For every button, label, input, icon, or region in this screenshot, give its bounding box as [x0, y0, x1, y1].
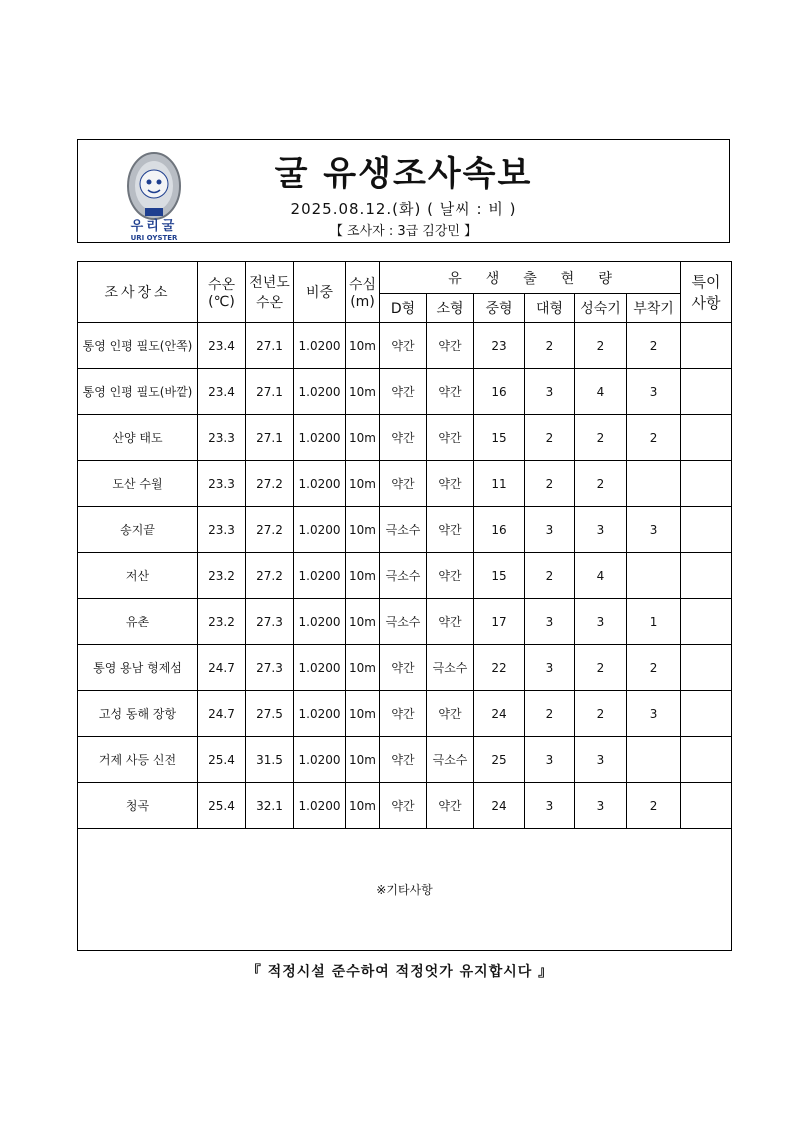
- table-row: [78, 737, 732, 783]
- header-prev-temp-label: 전년도: [249, 275, 290, 291]
- header-larvae-char: 출: [523, 270, 537, 287]
- cell-mature: 2: [575, 323, 627, 369]
- cell-gravity: 1.0200: [294, 507, 346, 553]
- cell-d-type: 극소수: [380, 553, 427, 599]
- cell-medium: 23: [474, 323, 525, 369]
- header-large: 대형: [525, 294, 575, 323]
- header-depth: [346, 262, 380, 323]
- cell-remarks: [681, 691, 732, 737]
- cell-mature: 3: [575, 599, 627, 645]
- cell-mature: 2: [575, 461, 627, 507]
- header-water-temp-unit: (℃): [208, 294, 235, 310]
- cell-water-temp: 25.4: [198, 737, 246, 783]
- cell-location: 거제 사등 신전: [78, 737, 198, 783]
- cell-water-temp: 23.3: [198, 415, 246, 461]
- cell-gravity: 1.0200: [294, 645, 346, 691]
- header-prev-temp-label-2: 수온: [255, 295, 284, 311]
- cell-gravity: 1.0200: [294, 691, 346, 737]
- cell-d-type: 약간: [380, 645, 427, 691]
- cell-medium: 16: [474, 369, 525, 415]
- cell-attach: 2: [627, 323, 681, 369]
- cell-large: 3: [525, 507, 575, 553]
- table-row: [78, 599, 732, 645]
- header-larvae-char: 현: [560, 270, 575, 287]
- cell-large: 2: [525, 691, 575, 737]
- cell-water-temp: 24.7: [198, 691, 246, 737]
- cell-gravity: 1.0200: [294, 323, 346, 369]
- cell-small: 약간: [427, 415, 474, 461]
- cell-depth: 10m: [346, 737, 380, 783]
- cell-remarks: [681, 783, 732, 829]
- other-notes: ※기타사항: [78, 829, 732, 951]
- cell-attach: 3: [627, 507, 681, 553]
- cell-medium: 24: [474, 691, 525, 737]
- report-surveyor: 【 조사자 : 3급 김강민 】: [329, 224, 478, 239]
- cell-depth: 10m: [346, 553, 380, 599]
- cell-mature: 4: [575, 553, 627, 599]
- cell-remarks: [681, 645, 732, 691]
- report-date-weather: 2025.08.12.(화) ( 날씨 : 비 ): [290, 200, 517, 218]
- cell-medium: 22: [474, 645, 525, 691]
- cell-remarks: [681, 599, 732, 645]
- cell-prev-temp: 27.1: [246, 323, 294, 369]
- cell-location: 청곡: [78, 783, 198, 829]
- cell-water-temp: 23.3: [198, 461, 246, 507]
- cell-d-type: 약간: [380, 691, 427, 737]
- cell-attach: 2: [627, 645, 681, 691]
- cell-large: 2: [525, 461, 575, 507]
- header-remarks-label-2: 사항: [691, 294, 721, 312]
- cell-remarks: [681, 737, 732, 783]
- cell-prev-temp: 27.2: [246, 461, 294, 507]
- cell-small: 극소수: [427, 737, 474, 783]
- cell-prev-temp: 27.1: [246, 415, 294, 461]
- cell-medium: 17: [474, 599, 525, 645]
- table-row: [78, 783, 732, 829]
- cell-water-temp: 23.2: [198, 553, 246, 599]
- header-mature: 성숙기: [575, 294, 627, 323]
- cell-attach: [627, 461, 681, 507]
- cell-d-type: 약간: [380, 323, 427, 369]
- cell-large: 3: [525, 599, 575, 645]
- cell-location: 고성 동해 장항: [78, 691, 198, 737]
- table-row: [78, 323, 732, 369]
- table-row: [78, 415, 732, 461]
- cell-water-temp: 25.4: [198, 783, 246, 829]
- table-row: [78, 691, 732, 737]
- cell-remarks: [681, 507, 732, 553]
- header-small: 소형: [427, 294, 474, 323]
- cell-medium: 15: [474, 415, 525, 461]
- cell-small: 약간: [427, 507, 474, 553]
- cell-depth: 10m: [346, 507, 380, 553]
- table-body: [78, 323, 732, 829]
- cell-remarks: [681, 369, 732, 415]
- cell-prev-temp: 27.3: [246, 599, 294, 645]
- cell-remarks: [681, 553, 732, 599]
- cell-water-temp: 23.4: [198, 369, 246, 415]
- header-d-type: D형: [380, 294, 427, 323]
- cell-gravity: 1.0200: [294, 553, 346, 599]
- cell-gravity: 1.0200: [294, 783, 346, 829]
- header-larvae-amount: [380, 262, 681, 294]
- footer-slogan: 『 적정시설 준수하여 적정엇가 유지합시다 』: [246, 964, 554, 980]
- cell-attach: [627, 737, 681, 783]
- cell-location: 통영 인평 필도(바깥): [78, 369, 198, 415]
- cell-d-type: 약간: [380, 783, 427, 829]
- header-medium: 중형: [474, 294, 525, 323]
- report-header: [77, 139, 730, 243]
- cell-mature: 4: [575, 369, 627, 415]
- cell-d-type: 약간: [380, 369, 427, 415]
- cell-small: 약간: [427, 783, 474, 829]
- cell-attach: [627, 553, 681, 599]
- cell-small: 약간: [427, 461, 474, 507]
- table-row: [78, 369, 732, 415]
- cell-water-temp: 23.2: [198, 599, 246, 645]
- header-location: 조사장소: [78, 262, 198, 323]
- cell-large: 3: [525, 369, 575, 415]
- cell-mature: 2: [575, 415, 627, 461]
- table-row: [78, 645, 732, 691]
- cell-location: 도산 수월: [78, 461, 198, 507]
- table-row: [78, 507, 732, 553]
- cell-medium: 11: [474, 461, 525, 507]
- cell-large: 3: [525, 645, 575, 691]
- cell-small: 극소수: [427, 645, 474, 691]
- cell-large: 3: [525, 783, 575, 829]
- cell-attach: 1: [627, 599, 681, 645]
- cell-location: 통영 용남 형제섬: [78, 645, 198, 691]
- header-larvae-char: 량: [598, 270, 612, 287]
- header-larvae-char: 생: [485, 270, 500, 287]
- cell-depth: 10m: [346, 369, 380, 415]
- cell-small: 약간: [427, 691, 474, 737]
- cell-gravity: 1.0200: [294, 599, 346, 645]
- cell-medium: 15: [474, 553, 525, 599]
- cell-large: 3: [525, 737, 575, 783]
- cell-prev-temp: 27.2: [246, 553, 294, 599]
- cell-large: 2: [525, 553, 575, 599]
- cell-medium: 25: [474, 737, 525, 783]
- cell-remarks: [681, 415, 732, 461]
- header-gravity: 비중: [294, 262, 346, 323]
- cell-gravity: 1.0200: [294, 737, 346, 783]
- header-remarks: [681, 262, 732, 323]
- header-water-temp-label: 수온: [207, 277, 236, 293]
- cell-depth: 10m: [346, 645, 380, 691]
- cell-mature: 3: [575, 737, 627, 783]
- cell-medium: 24: [474, 783, 525, 829]
- cell-location: 통영 인평 필도(안쪽): [78, 323, 198, 369]
- cell-remarks: [681, 323, 732, 369]
- cell-large: 2: [525, 323, 575, 369]
- header-prev-temp: [246, 262, 294, 323]
- cell-attach: 2: [627, 415, 681, 461]
- cell-attach: 3: [627, 369, 681, 415]
- header-water-temp: [198, 262, 246, 323]
- cell-depth: 10m: [346, 415, 380, 461]
- header-larvae-char: 유: [448, 270, 462, 287]
- cell-depth: 10m: [346, 323, 380, 369]
- cell-attach: 2: [627, 783, 681, 829]
- cell-d-type: 극소수: [380, 507, 427, 553]
- header-attach: 부착기: [627, 294, 681, 323]
- header-depth-unit: (m): [350, 294, 375, 310]
- cell-prev-temp: 27.3: [246, 645, 294, 691]
- header-depth-label: 수심: [348, 277, 377, 293]
- cell-location: 송지끝: [78, 507, 198, 553]
- table-row: [78, 553, 732, 599]
- cell-location: 산양 태도: [78, 415, 198, 461]
- cell-water-temp: 23.4: [198, 323, 246, 369]
- cell-gravity: 1.0200: [294, 461, 346, 507]
- cell-gravity: 1.0200: [294, 415, 346, 461]
- larvae-survey-table: [77, 261, 732, 951]
- cell-gravity: 1.0200: [294, 369, 346, 415]
- cell-mature: 2: [575, 645, 627, 691]
- cell-d-type: 약간: [380, 461, 427, 507]
- cell-water-temp: 24.7: [198, 645, 246, 691]
- cell-water-temp: 23.3: [198, 507, 246, 553]
- cell-depth: 10m: [346, 461, 380, 507]
- cell-d-type: 약간: [380, 415, 427, 461]
- cell-large: 2: [525, 415, 575, 461]
- cell-location: 저산: [78, 553, 198, 599]
- cell-prev-temp: 31.5: [246, 737, 294, 783]
- cell-depth: 10m: [346, 783, 380, 829]
- cell-mature: 3: [575, 507, 627, 553]
- cell-location: 유촌: [78, 599, 198, 645]
- cell-attach: 3: [627, 691, 681, 737]
- cell-small: 약간: [427, 599, 474, 645]
- cell-prev-temp: 27.2: [246, 507, 294, 553]
- cell-mature: 3: [575, 783, 627, 829]
- logo-text: 우리굴: [130, 219, 178, 234]
- cell-depth: 10m: [346, 599, 380, 645]
- cell-prev-temp: 32.1: [246, 783, 294, 829]
- cell-d-type: 약간: [380, 737, 427, 783]
- report-title: 굴 유생조사속보: [274, 154, 533, 194]
- cell-small: 약간: [427, 323, 474, 369]
- cell-prev-temp: 27.5: [246, 691, 294, 737]
- cell-medium: 16: [474, 507, 525, 553]
- cell-mature: 2: [575, 691, 627, 737]
- cell-remarks: [681, 461, 732, 507]
- cell-prev-temp: 27.1: [246, 369, 294, 415]
- cell-d-type: 극소수: [380, 599, 427, 645]
- cell-depth: 10m: [346, 691, 380, 737]
- cell-small: 약간: [427, 553, 474, 599]
- table-row: [78, 461, 732, 507]
- header-remarks-label: 특이: [691, 273, 721, 291]
- logo-subtext: URI OYSTER: [130, 234, 178, 242]
- cell-small: 약간: [427, 369, 474, 415]
